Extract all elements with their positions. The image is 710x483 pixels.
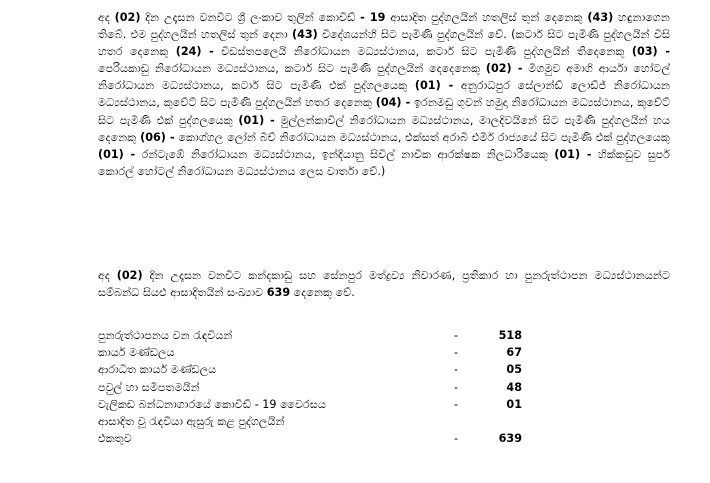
text-segment: දෙනෙකු වේ. xyxy=(290,286,355,300)
bold-number: (06) - xyxy=(140,130,175,144)
stat-label: වැලිකඩ බන්ධනාගාරයේ කොවිඩ් - 19 වෛරසය xyxy=(98,397,326,411)
stat-label: පුනරුත්ථාපනය වන රැඳවියන් xyxy=(98,329,233,342)
text-segment: දින උදෑසන වනවිට කන්දකාඩු සහ සේනපුර මත්ද්‍රව්‍ය නිවාරණ, ප්‍රතිකාර හා පුනරුත්ථාපන මධ්‍යස්ථානයන්ට සම්බන්ධ සියළු ආසාදිතයින් සංඛ්‍යාව xyxy=(98,269,671,300)
stat-label: ආරාධිත කාර්ය මණ්ඩලය xyxy=(98,363,217,377)
total-dash: - xyxy=(454,431,459,445)
bold-number: (01) - xyxy=(238,113,275,127)
stat-row xyxy=(98,363,538,380)
stat-row xyxy=(98,346,538,363)
bold-number: - 19 xyxy=(360,11,386,24)
bold-number: (01) - xyxy=(98,147,136,161)
bold-number: 639 xyxy=(266,286,291,300)
bold-number: (02) xyxy=(114,11,141,24)
bold-number: (03) - xyxy=(631,45,670,59)
stat-value: 48 xyxy=(506,380,522,394)
stat-value: 518 xyxy=(498,329,522,342)
text-segment: කොග්ගල ලෝන් බීච් නිරෝධායන මධ්‍යස්ථානය, එක්සත් අරාබි එමීර් රාජ්‍යයේ සිට පැමිණි එක් පුද්ගලයෙකු xyxy=(174,130,670,144)
text-segment: අද xyxy=(98,269,117,282)
stat-dash: - xyxy=(454,346,459,360)
text-segment: දින උදෑසන වනවිට ශ්‍රී ලංකාව තුලින් කොවිඩ් xyxy=(140,11,361,24)
text-segment: මීගමුව අමාගි ආර්යා හෝටල් නිරෝධායන මධ්‍යස්ථානය, කටාර් සිට පැමිණි එක් පුද්ගලයෙකු xyxy=(98,62,670,93)
quarantine-cases-paragraph xyxy=(98,9,670,180)
bold-number: (43) xyxy=(587,11,614,24)
stat-row xyxy=(98,381,538,398)
rehab-centres-paragraph xyxy=(98,267,670,301)
stat-label: පවුල් හා සමීපතමයින් xyxy=(98,380,200,394)
text-segment: ආසාදිත පුද්ගලයින් හතලිස් තුන් දෙනෙකු xyxy=(385,11,588,24)
stat-row xyxy=(98,329,538,346)
stat-dash: - xyxy=(454,329,459,342)
text-segment: රන්ටැඹේ නිරෝධායන මධ්‍යස්ථානය, ඉන්දියානු සිවිල් නාවික ආරක්ෂක නිලධාරියෙකු xyxy=(135,147,555,161)
text-segment: පෙරියකාඩු නිරෝධායන මධ්‍යස්ථානය, කටාර් සිට පැමිණි පුද්ගලයින් දෙදෙනෙකු xyxy=(98,62,486,76)
stat-value: 67 xyxy=(506,346,522,360)
text-segment: අනුරාධපුර සේලාන්ඩ් ලොඩ්ජ් නිරෝධායන මධ්‍යස්ථානය, කුවේට් සිට පැමිණි පුද්ගලයින් හතර දෙනෙකු xyxy=(98,79,670,110)
total-label-line1: ආසාදිත වූ රැඳවියා ඇසුරු කළ පුද්ගලයින් xyxy=(98,414,285,428)
stat-dash: - xyxy=(454,363,459,377)
stat-dash: - xyxy=(454,397,459,411)
bold-number: (04) - xyxy=(375,96,411,110)
bold-number: (43) xyxy=(292,28,318,42)
bold-number: (02) xyxy=(116,269,143,282)
bold-number: (01) - xyxy=(554,147,592,161)
text-segment: විඩස්තපලෙයි නිරෝධායන මධ්‍යස්ථානය, කටාර් සිට පැමිණි පුද්ගලයින් තිදෙනෙකු xyxy=(213,45,632,59)
stat-label: කාර්ය මණ්ඩලය xyxy=(98,346,175,360)
text-segment: මුල්ලන්කාවිල් නිරෝධායන මධ්‍යස්ථානය, මාලදිවයිනේ සිට පැමිණි පුද්ගලයින් හය දෙනෙකු xyxy=(98,113,670,144)
text-segment: හික්කඩුව සුපර් කොරල් හෝටල් නිරෝධායන මධ්‍යස්ථානය ලෙස වාර්තා වේ.) xyxy=(98,147,670,178)
total-row xyxy=(98,415,538,449)
infection-breakdown-table xyxy=(98,329,538,449)
stat-value: 01 xyxy=(506,397,522,411)
stat-value: 05 xyxy=(506,363,522,377)
bold-number: (24) - xyxy=(175,45,214,59)
bold-number: (01) - xyxy=(414,79,454,93)
total-label-line2: එකතුව xyxy=(98,431,132,445)
text-segment: විදේශයන්හි සිට පැමිණි පුද්ගලයින් වේ. (කටාර් සිට පැමිණි පුද්ගලයින් විසි හතර දෙනෙකු xyxy=(98,28,670,59)
stat-dash: - xyxy=(454,380,459,394)
text-segment: හඳුනාගෙන තිබේ. එම පුද්ගලයින් හතලිස් තුන් දෙනා xyxy=(98,11,670,42)
text-segment: අද xyxy=(98,11,115,24)
stat-row xyxy=(98,398,538,415)
total-value: 639 xyxy=(498,431,522,445)
text-segment: ඉරනමඩු ගුවන් හමුදා නිරෝධායන මධ්‍යස්ථානය, කුවේට් සිට පැමිණි එක් පුද්ගලයෙකු xyxy=(98,96,670,127)
bold-number: (02) - xyxy=(485,62,523,76)
